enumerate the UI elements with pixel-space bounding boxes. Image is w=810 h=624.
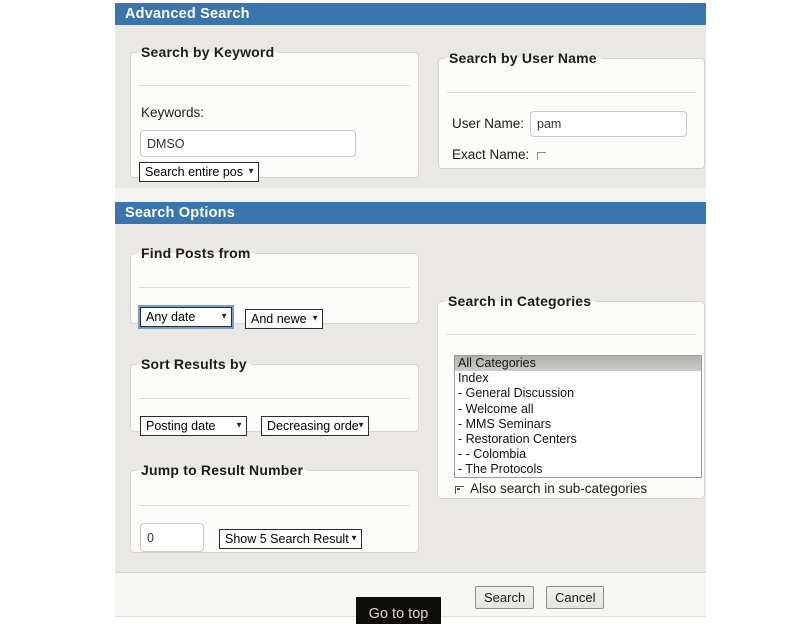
category-list-item[interactable]: All Categories: [455, 356, 701, 371]
advanced-search-title: Advanced Search: [125, 6, 250, 22]
category-list-item[interactable]: - The Protocols: [458, 462, 543, 477]
username-label: User Name:: [452, 116, 525, 131]
find-posts-legend: Find Posts from: [141, 245, 251, 261]
exact-name-label: Exact Name:: [452, 147, 530, 162]
category-list-item[interactable]: - - Colombia: [458, 447, 527, 462]
sort-order-value: Decreasing orde: [267, 419, 359, 433]
divider: [447, 92, 696, 93]
find-posts-fieldset: [130, 245, 419, 324]
category-list-item[interactable]: - Restoration Centers: [458, 432, 577, 447]
search-scope-dropdown[interactable]: [139, 162, 259, 182]
results-per-page-dropdown[interactable]: [219, 529, 362, 549]
divider: [139, 505, 410, 506]
exact-name-checkbox[interactable]: [537, 152, 546, 160]
divider: [139, 287, 410, 288]
search-by-keyword-legend: Search by Keyword: [141, 44, 275, 60]
advanced-search-header: [115, 3, 706, 25]
categories-listbox[interactable]: [454, 355, 702, 478]
subcategories-label: Also search in sub-categories: [470, 481, 648, 496]
sort-field-value: Posting date: [146, 419, 216, 433]
jump-to-result-fieldset: [130, 462, 419, 553]
chevron-down-icon: ▼: [220, 311, 228, 321]
sort-order-dropdown[interactable]: [261, 416, 369, 436]
go-to-top-button[interactable]: Go to top: [356, 597, 441, 624]
search-button[interactable]: Search: [475, 586, 534, 609]
newer-older-dropdown[interactable]: [245, 309, 323, 329]
divider: [139, 85, 410, 86]
search-by-username-legend: Search by User Name: [449, 50, 597, 66]
date-range-value: Any date: [146, 310, 196, 324]
search-options-title: Search Options: [125, 205, 235, 221]
cancel-button[interactable]: Cancel: [546, 586, 604, 609]
keywords-label: Keywords:: [141, 105, 205, 120]
chevron-down-icon: ▼: [235, 420, 243, 430]
search-by-username-fieldset: [438, 50, 705, 169]
sort-results-legend: Sort Results by: [141, 356, 247, 372]
results-per-page-value: Show 5 Search Result: [225, 532, 349, 546]
chevron-down-icon: ▼: [350, 533, 358, 543]
divider: [446, 334, 696, 335]
subcategories-checkbox[interactable]: [455, 486, 464, 494]
sort-field-dropdown[interactable]: [140, 416, 247, 436]
search-scope-value: Search entire pos: [145, 165, 243, 179]
divider: [139, 398, 410, 399]
chevron-down-icon: ▼: [311, 313, 319, 323]
jump-to-result-legend: Jump to Result Number: [141, 462, 304, 478]
category-list-item[interactable]: - Welcome all: [458, 401, 534, 416]
username-input[interactable]: [530, 111, 687, 137]
category-list-item[interactable]: - MMS Seminars: [458, 416, 552, 431]
chevron-down-icon: ▼: [247, 166, 255, 176]
category-list-item[interactable]: Index: [458, 371, 489, 386]
search-in-categories-legend: Search in Categories: [448, 293, 592, 309]
date-range-dropdown[interactable]: [140, 307, 232, 327]
newer-older-value: And newe: [251, 312, 307, 326]
section-divider: [115, 188, 706, 202]
sort-results-fieldset: [130, 356, 419, 432]
search-options-header: [115, 202, 706, 224]
result-number-input[interactable]: [140, 523, 204, 552]
keywords-input[interactable]: [140, 130, 356, 157]
chevron-down-icon: ▼: [357, 420, 365, 430]
search-in-categories-fieldset: [437, 293, 705, 499]
search-by-keyword-fieldset: [130, 44, 419, 178]
category-list-item[interactable]: - General Discussion: [458, 386, 575, 401]
